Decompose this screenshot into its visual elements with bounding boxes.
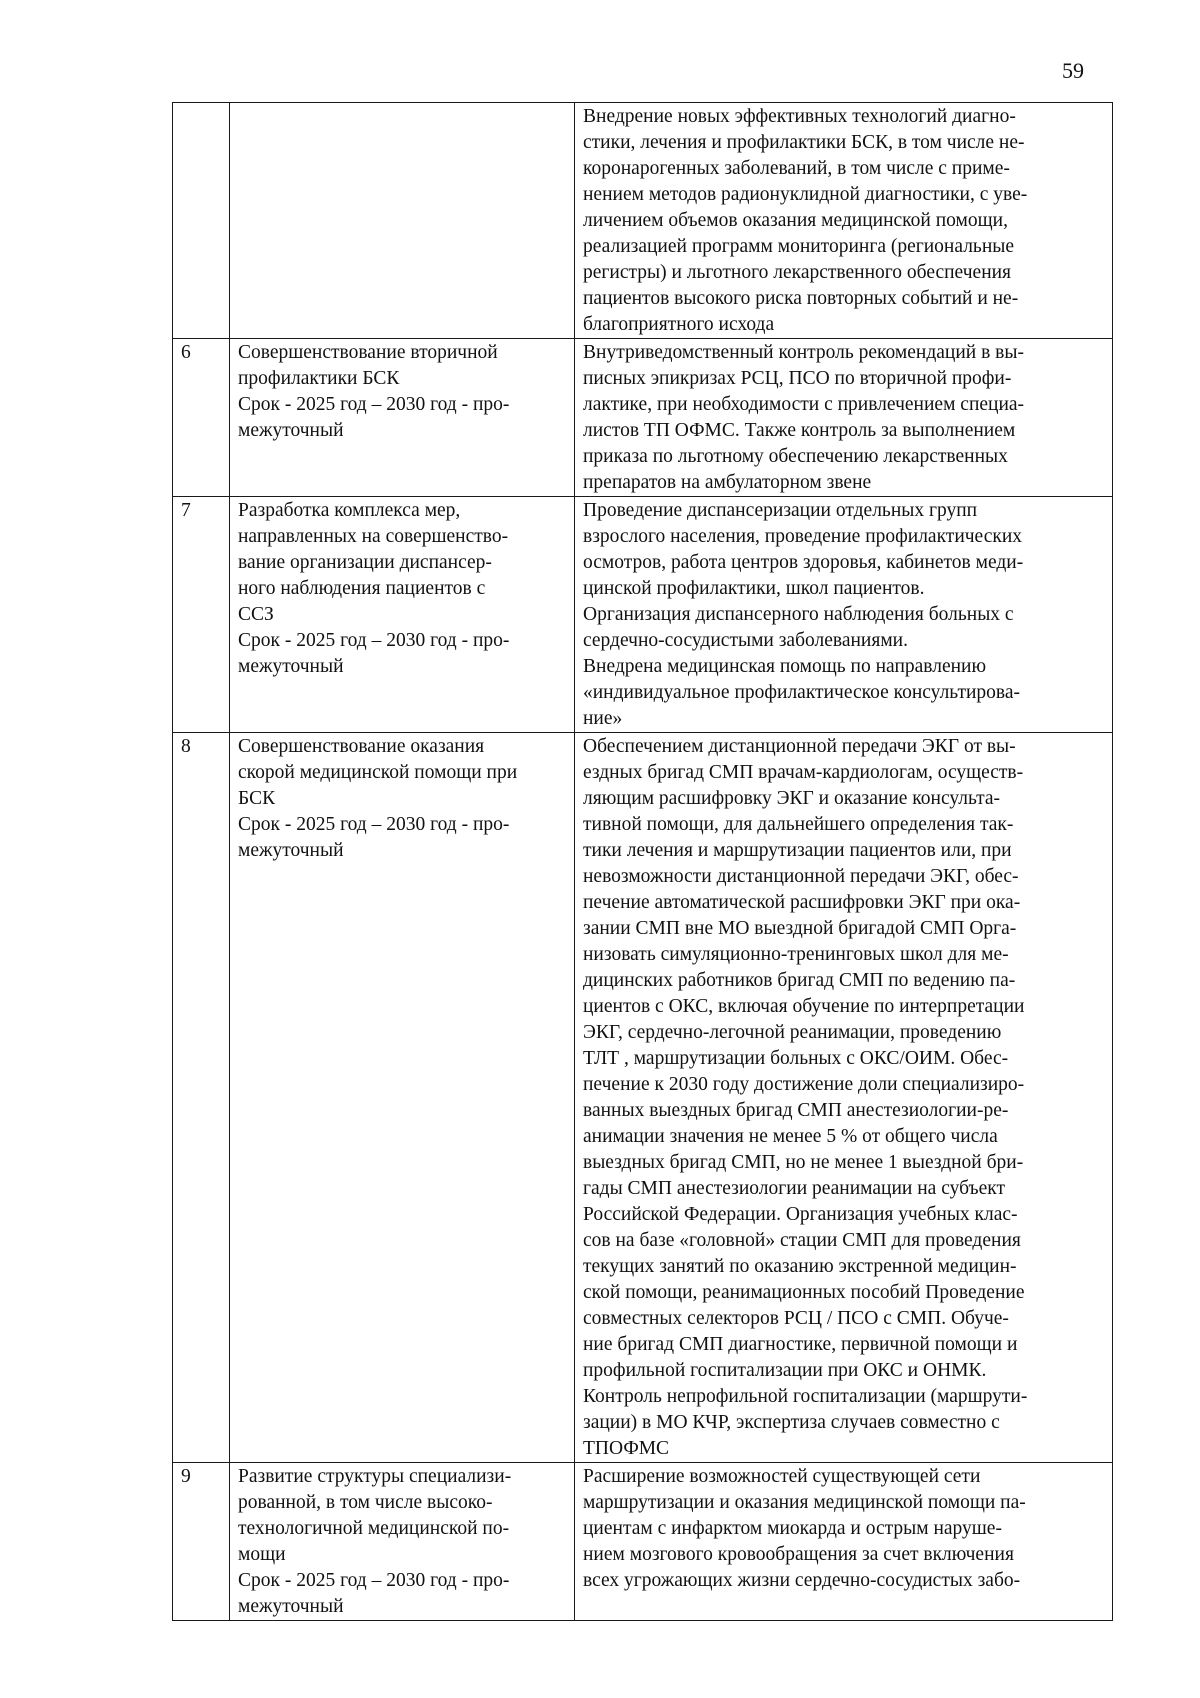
task-text-line: вание организации диспансер-: [238, 552, 492, 573]
activity-cell: [575, 103, 1113, 339]
activity-text-line: Внедрение новых эффективных технологий диагно-: [583, 106, 1016, 127]
activity-cell: [575, 733, 1113, 1463]
activity-text-line: циентов с ОКС, включая обучение по интерпретации: [583, 996, 1025, 1017]
task-text-line: направленных на совершенство-: [238, 526, 509, 547]
activity-text-line: низовать симуляционно-тренинговых школ для ме-: [583, 944, 1009, 965]
activity-text-line: «индивидуальное профилактическое консультирова-: [583, 682, 1021, 703]
activity-text-line: ние»: [583, 708, 623, 729]
activity-text-line: печение автоматической расшифровки ЭКГ при ока-: [583, 892, 1021, 913]
activity-text-line: нением методов радионуклидной диагностики, с уве-: [583, 184, 1028, 205]
activity-text-line: ляющим расшифровку ЭКГ и оказание консульта-: [583, 788, 1001, 809]
table-row: [173, 1463, 1113, 1621]
activity-cell: [575, 339, 1113, 497]
activity-text-line: регистры) и льготного лекарственного обеспечения: [583, 262, 1012, 283]
task-text-line: межуточный: [238, 656, 344, 677]
table-row: [173, 733, 1113, 1463]
activity-text-line: писных эпикризах РСЦ, ПСО по вторичной профи-: [583, 368, 1012, 389]
task-text-line: ССЗ: [238, 604, 274, 625]
activity-paragraph: [583, 340, 1106, 496]
row-number: 8: [181, 736, 191, 757]
activity-text-line: осмотров, работа центров здоровья, кабинетов меди-: [583, 552, 1024, 573]
activity-text-line: сердечно-сосудистыми заболеваниями.: [583, 630, 908, 651]
task-text-line: технологичной медицинской по-: [238, 1518, 510, 1539]
row-number-cell: [173, 339, 230, 497]
activity-text-line: листов ТП ОФМС. Также контроль за выполнением: [583, 420, 1016, 441]
activity-text-line: гады СМП анестезиологии реанимации на субъект: [583, 1178, 1005, 1199]
task-text-line: рованной, в том числе высоко-: [238, 1492, 493, 1513]
activity-text-line: Внутриведомственный контроль рекомендаций в вы-: [583, 342, 1024, 363]
task-text-line: Совершенствование оказания: [238, 736, 485, 757]
activity-text-line: нием мозгового кровообращения за счет включения: [583, 1544, 1014, 1565]
activity-text-line: стики, лечения и профилактики БСК, в том числе не-: [583, 132, 1025, 153]
row-number: 7: [181, 500, 191, 521]
task-cell: [230, 497, 575, 733]
activity-text-line: профильной госпитализации при ОКС и ОНМК.: [583, 1360, 987, 1381]
activity-text-line: тики лечения и маршрутизации пациентов или, при: [583, 840, 1012, 861]
task-cell: [230, 733, 575, 1463]
table-row: [173, 103, 1113, 339]
activity-text-line: пациентов высокого риска повторных событий и не-: [583, 288, 1019, 309]
row-number-cell: [173, 1463, 230, 1621]
task-text-line: Срок - 2025 год – 2030 год - про-: [238, 1570, 510, 1591]
task-text-line: Разработка комплекса мер,: [238, 500, 461, 521]
activity-text-line: дицинских работников бригад СМП по ведению па-: [583, 970, 1016, 991]
activity-text-line: ЭКГ, сердечно-легочной реанимации, проведению: [583, 1022, 1002, 1043]
activity-text-line: Организация диспансерного наблюдения больных с: [583, 604, 1014, 625]
activity-text-line: лактике, при необходимости с привлечением специа-: [583, 394, 1025, 415]
task-text-line: Совершенствование вторичной: [238, 342, 498, 363]
activity-text-line: Расширение возможностей существующей сети: [583, 1466, 981, 1487]
activity-cell: [575, 1463, 1113, 1621]
activity-text-line: тивной помощи, для дальнейшего определения так-: [583, 814, 1014, 835]
task-text-line: межуточный: [238, 1596, 344, 1617]
task-text-line: профилактики БСК: [238, 368, 400, 389]
row-number-cell: [173, 103, 230, 339]
table-body: [173, 103, 1113, 1621]
activity-text-line: Проведение диспансеризации отдельных групп: [583, 500, 978, 521]
activity-text-line: невозможности дистанционной передачи ЭКГ, обес-: [583, 866, 1019, 887]
activity-text-line: благоприятного исхода: [583, 314, 775, 335]
activity-paragraph: [583, 602, 1106, 654]
activity-text-line: приказа по льготному обеспечению лекарственных: [583, 446, 1008, 467]
task-text-line: БСК: [238, 788, 276, 809]
task-cell: [230, 339, 575, 497]
row-number-cell: [173, 733, 230, 1463]
activity-text-line: Контроль непрофильной госпитализации (маршрути-: [583, 1386, 1028, 1407]
task-text-line: ного наблюдения пациентов с: [238, 578, 486, 599]
row-number: 6: [181, 342, 191, 363]
activity-paragraph: [583, 654, 1106, 732]
table-row: [173, 339, 1113, 497]
activity-text-line: зании СМП вне МО выездной бригадой СМП Орга-: [583, 918, 1017, 939]
activity-paragraph: [583, 498, 1106, 602]
table-row: [173, 497, 1113, 733]
activity-cell: [575, 497, 1113, 733]
task-text-line: Срок - 2025 год – 2030 год - про-: [238, 814, 510, 835]
activity-text-line: ской помощи, реанимационных пособий Проведение: [583, 1282, 1025, 1303]
activity-text-line: всех угрожающих жизни сердечно-сосудистых забо-: [583, 1570, 1021, 1591]
activity-paragraph: [583, 104, 1106, 338]
activity-text-line: личением объемов оказания медицинской помощи,: [583, 210, 1008, 231]
activity-text-line: ние бригад СМП диагностике, первичной помощи и: [583, 1334, 1018, 1355]
task-text-line: мощи: [238, 1544, 286, 1565]
activity-text-line: циентам с инфарктом миокарда и острым наруше-: [583, 1518, 1002, 1539]
activity-paragraph: [583, 1464, 1106, 1594]
activity-text-line: Российской Федерации. Организация учебных клас-: [583, 1204, 1018, 1225]
activity-paragraph: [583, 734, 1106, 1462]
task-cell: [230, 103, 575, 339]
activity-text-line: ТПОФМС: [583, 1438, 670, 1459]
row-number-cell: [173, 497, 230, 733]
activity-text-line: маршрутизации и оказания медицинской помощи па-: [583, 1492, 1026, 1513]
task-text-line: Срок - 2025 год – 2030 год - про-: [238, 394, 510, 415]
measures-table: [172, 102, 1113, 1621]
activity-text-line: препаратов на амбулаторном звене: [583, 472, 872, 493]
task-text-line: Развитие структуры специализи-: [238, 1466, 512, 1487]
task-text-line: межуточный: [238, 840, 344, 861]
activity-text-line: Внедрена медицинская помощь по направлению: [583, 656, 987, 677]
activity-text-line: Обеспечением дистанционной передачи ЭКГ от вы-: [583, 736, 1016, 757]
activity-text-line: зации) в МО КЧР, экспертиза случаев совместно с: [583, 1412, 1000, 1433]
task-text-line: межуточный: [238, 420, 344, 441]
task-text-line: Срок - 2025 год – 2030 год - про-: [238, 630, 510, 651]
activity-text-line: сов на базе «головной» стации СМП для проведения: [583, 1230, 1021, 1251]
activity-text-line: текущих занятий по оказанию экстренной медицин-: [583, 1256, 1017, 1277]
activity-text-line: коронарогенных заболеваний, в том числе с приме-: [583, 158, 1010, 179]
activity-text-line: совместных селекторов РСЦ / ПСО с СМП. Обуче-: [583, 1308, 1009, 1329]
activity-text-line: ездных бригад СМП врачам-кардиологам, осуществ-: [583, 762, 1024, 783]
page-number: 59: [1062, 58, 1084, 83]
activity-text-line: печение к 2030 году достижение доли специализиро-: [583, 1074, 1025, 1095]
activity-text-line: реализацией программ мониторинга (региональные: [583, 236, 1015, 257]
activity-text-line: взрослого населения, проведение профилактических: [583, 526, 1023, 547]
activity-text-line: ТЛТ , маршрутизации больных с ОКС/ОИМ. Обес-: [583, 1048, 1009, 1069]
row-number: 9: [181, 1466, 191, 1487]
task-cell: [230, 1463, 575, 1621]
activity-text-line: ванных выездных бригад СМП анестезиологии-ре-: [583, 1100, 1009, 1121]
activity-text-line: цинской профилактики, школ пациентов.: [583, 578, 925, 599]
task-text-line: скорой медицинской помощи при: [238, 762, 518, 783]
activity-text-line: анимации значения не менее 5 % от общего числа: [583, 1126, 998, 1147]
activity-text-line: выездных бригад СМП, но не менее 1 выездной бри-: [583, 1152, 1024, 1173]
